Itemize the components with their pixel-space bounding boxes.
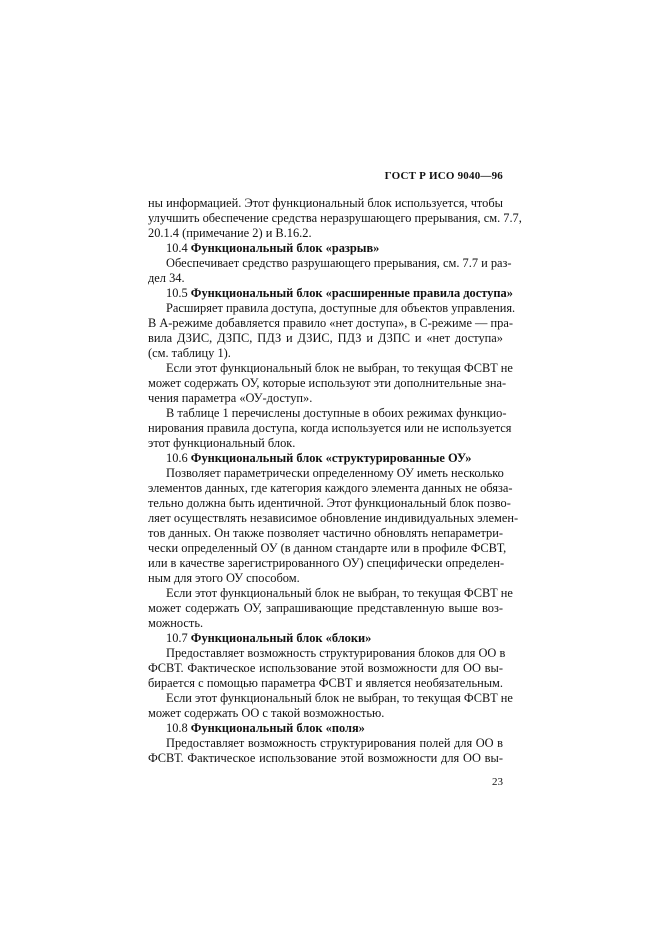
text-line: чения параметра «ОУ-доступ». — [148, 391, 313, 405]
text-line: бирается с помощью параметра ФСВТ и является необязательным. — [148, 676, 503, 690]
page-number: 23 — [492, 776, 503, 788]
text-line: дел 34. — [148, 271, 185, 285]
section-title: Функциональный блок «разрыв» — [190, 241, 380, 255]
text-line: ФСВТ. Фактическое использование этой возможности для ОО вы- — [148, 661, 503, 675]
section-heading-10-7 — [148, 631, 503, 646]
text-line: Предоставляет возможность структурирования блоков для ОО в — [166, 646, 506, 660]
text-line: Предоставляет возможность структурирования полей для ОО в — [166, 736, 503, 750]
text-line: Если этот функциональный блок не выбран, то текущая ФСВТ не — [166, 361, 513, 375]
section-heading-10-4 — [148, 241, 503, 256]
text-line: В таблице 1 перечислены доступные в обоих режимах функцио- — [166, 406, 507, 420]
text-line: этот функциональный блок. — [148, 436, 296, 450]
text-line: Обеспечивает средство разрушающего прерывания, см. 7.7 и раз- — [166, 256, 512, 270]
text-line: тельно должна быть идентичной. Этот функциональный блок позво- — [148, 496, 511, 510]
section-heading-10-8 — [148, 721, 503, 736]
section-number: 10.6 — [166, 451, 188, 465]
section-title: Функциональный блок «поля» — [190, 721, 365, 735]
text-line: Если этот функциональный блок не выбран, то текущая ФСВТ не — [166, 691, 513, 705]
text-line: элементов данных, где категория каждого элемента данных не обяза- — [148, 481, 513, 495]
text-line: Если этот функциональный блок не выбран, то текущая ФСВТ не — [166, 586, 513, 600]
text-line: может содержать ОУ, запрашивающие представленную выше воз- — [148, 601, 503, 615]
text-line: чески определенный ОУ (в данном стандарте или в профиле ФСВТ, — [148, 541, 507, 555]
section-title: Функциональный блок «блоки» — [190, 631, 372, 645]
section-heading-10-6 — [148, 451, 503, 466]
section-number: 10.7 — [166, 631, 188, 645]
text-line: можность. — [148, 616, 204, 630]
text-line: ляет осуществлять независимое обновление индивидуальных элемен- — [148, 511, 519, 525]
text-line: вила ДЗИС, ДЗПС, ПДЗ и ДЗИС, ПДЗ и ДЗПС и «нет доступа» — [148, 331, 503, 345]
text-line: 20.1.4 (примечание 2) и В.16.2. — [148, 226, 312, 240]
section-number: 10.4 — [166, 241, 188, 255]
text-line: Расширяет правила доступа, доступные для объектов управления. — [166, 301, 516, 315]
text-line: ФСВТ. Фактическое использование этой возможности для ОО вы- — [148, 751, 503, 765]
text-line: может содержать ОУ, которые используют эти дополнительные зна- — [148, 376, 507, 390]
text-line: может содержать ОО с такой возможностью. — [148, 706, 385, 720]
text-line: В А-режиме добавляется правило «нет доступа», в С-режиме — пра- — [148, 316, 513, 330]
document-body — [148, 196, 522, 766]
text-line: ным для этого ОУ способом. — [148, 571, 300, 585]
text-line: или в качестве зарегистрированного ОУ) специфически определен- — [148, 556, 505, 570]
text-line: нирования правила доступа, когда используется или не используется — [148, 421, 512, 435]
document-header: ГОСТ Р ИСО 9040—96 — [384, 170, 503, 182]
section-heading-10-5 — [148, 286, 513, 301]
section-title: Функциональный блок «расширенные правила доступа» — [190, 286, 513, 300]
text-line: тов данных. Он также позволяет частично обновлять непараметри- — [148, 526, 503, 540]
section-number: 10.5 — [166, 286, 188, 300]
section-title: Функциональный блок «структурированные ОУ» — [190, 451, 472, 465]
text-line: (см. таблицу 1). — [148, 346, 231, 360]
text-line: Позволяет параметрически определенному ОУ иметь несколько — [166, 466, 504, 480]
text-line: улучшить обеспечение средства неразрушающего прерывания, см. 7.7, — [148, 211, 522, 225]
text-line: ны информацией. Этот функциональный блок используется, чтобы — [148, 196, 503, 210]
section-number: 10.8 — [166, 721, 188, 735]
